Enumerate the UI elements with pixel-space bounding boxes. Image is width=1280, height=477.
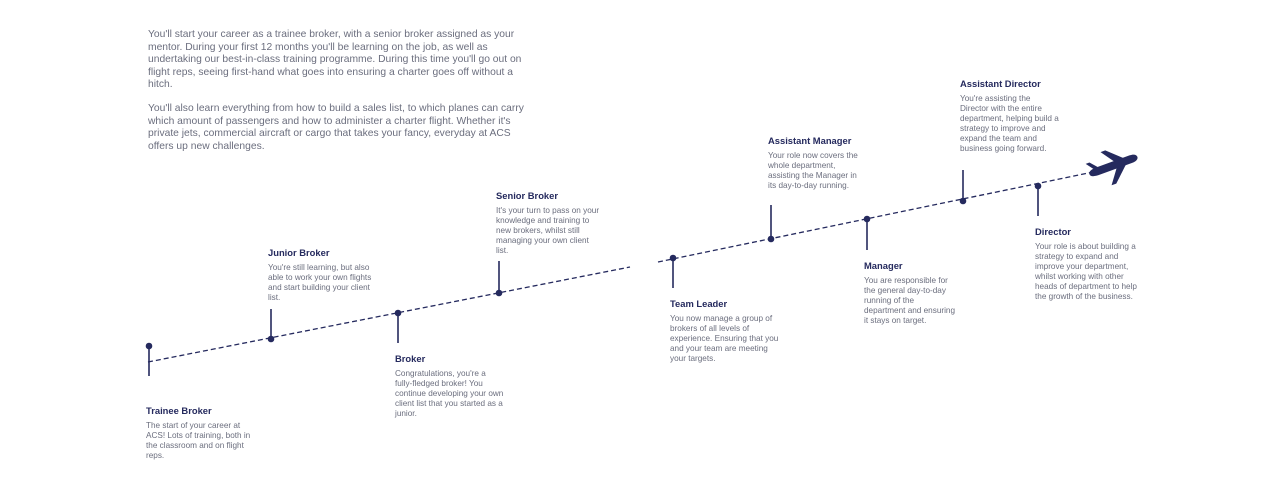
stage-title: Broker [395, 353, 426, 364]
stage-description: You're still learning, but also able to work your own flights and start building your client list. [268, 263, 372, 302]
stage-marker-junior-broker [268, 309, 275, 342]
stage-title: Assistant Manager [768, 135, 852, 146]
stage-title: Team Leader [670, 298, 728, 309]
stage-title: Trainee Broker [146, 405, 212, 416]
stage-description: You're assisting the Director with the entire department, helping build a strategy to improve and expand the team and business going forward. [960, 94, 1059, 153]
stage-marker-trainee-broker [146, 343, 153, 376]
stage-director [1035, 226, 1140, 301]
stage-marker-director [1035, 183, 1042, 216]
stage-title: Director [1035, 226, 1071, 237]
stage-marker-broker [395, 310, 402, 343]
timeline-path-1 [148, 267, 630, 362]
stage-title: Senior Broker [496, 190, 558, 201]
intro-paragraph-2: You'll also learn everything from how to build a sales list, to which planes can carry which amount of passengers and how to administer a charter flight. Whether it's private jets, commercial aircraft or cargo that takes your fancy, everyday at ACS offers up new challenges. [148, 102, 524, 152]
stage-marker-assistant-manager [768, 205, 775, 242]
stage-marker-assistant-director [960, 170, 967, 204]
stage-broker [395, 353, 505, 419]
stage-marker-senior-broker [496, 261, 503, 296]
stage-trainee-broker [146, 405, 251, 461]
stage-description: Your role is about building a strategy to expand and improve your department, whilst working with other heads of department to help the growth of the business. [1035, 242, 1137, 301]
stage-assistant-manager [768, 135, 863, 191]
stage-marker-team-leader [670, 255, 677, 288]
stage-senior-broker [496, 190, 600, 256]
stage-description: You are responsible for the general day-to-day running of the department and ensuring it stays on target. [864, 276, 956, 325]
stage-marker-manager [864, 216, 871, 250]
stage-description: The start of your career at ACS! Lots of training, both in the classroom and on flight reps. [146, 421, 251, 460]
stage-description: Your role now covers the whole department, assisting the Manager in its day-to-day running. [768, 151, 858, 190]
timeline-path-2 [658, 171, 1098, 262]
stage-assistant-director [960, 78, 1060, 153]
stage-manager [864, 260, 956, 326]
stage-junior-broker [268, 247, 372, 303]
stage-title: Assistant Director [960, 78, 1041, 89]
intro-paragraph-1: You'll start your career as a trainee broker, with a senior broker assigned as your mentor. During your first 12 months you'll be learning on the job, as well as undertaking our best-in-class training programme. During this time you'll go out on flight reps, seeing first-hand what goes into ensuring a charter goes off without a hitch. [148, 29, 522, 91]
airplane-icon [1084, 141, 1144, 191]
stage-title: Junior Broker [268, 247, 330, 258]
stage-description: It's your turn to pass on your knowledge and training to new brokers, whilst still managing your own client list. [496, 206, 600, 255]
stage-description: You now manage a group of brokers of all levels of experience. Ensuring that you and your team are meeting your targets. [670, 314, 779, 363]
stage-team-leader [670, 298, 782, 364]
stage-title: Manager [864, 260, 903, 271]
stage-description: Congratulations, you're a fully-fledged broker! You continue developing your own client list that you started as a junior. [395, 369, 504, 418]
